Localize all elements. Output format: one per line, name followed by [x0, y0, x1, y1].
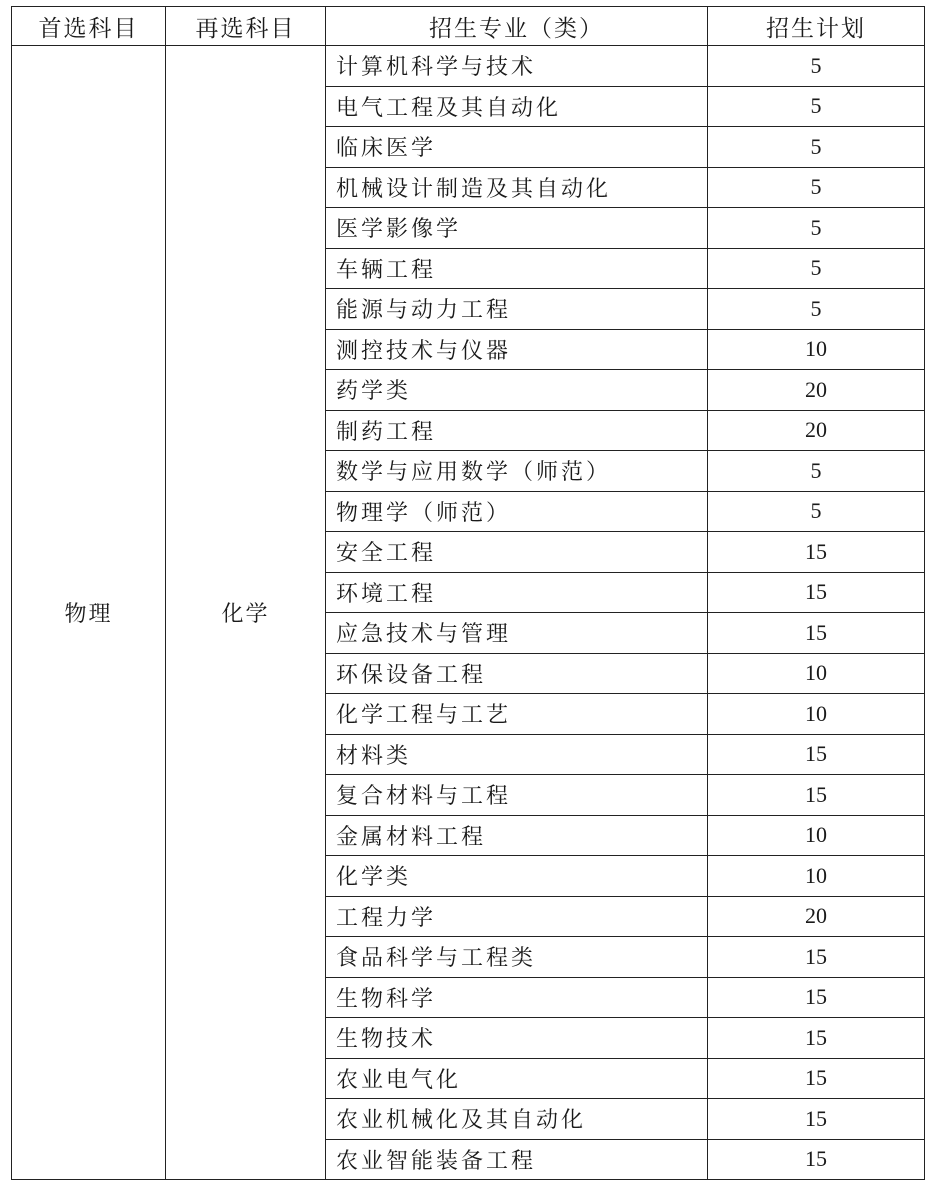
major-cell: 农业电气化	[326, 1058, 708, 1099]
major-cell: 化学类	[326, 856, 708, 897]
major-cell: 生物技术	[326, 1018, 708, 1059]
plan-cell: 20	[708, 410, 925, 451]
header-row	[12, 7, 925, 46]
major-cell: 测控技术与仪器	[326, 329, 708, 370]
plan-cell: 15	[708, 1139, 925, 1180]
major-cell: 物理学（师范）	[326, 491, 708, 532]
plan-cell: 5	[708, 289, 925, 330]
table-header	[12, 7, 925, 46]
major-cell: 环保设备工程	[326, 653, 708, 694]
plan-cell: 15	[708, 572, 925, 613]
plan-cell: 10	[708, 329, 925, 370]
plan-cell: 5	[708, 127, 925, 168]
enrollment-plan-table	[11, 6, 925, 1180]
major-cell: 安全工程	[326, 532, 708, 573]
major-cell: 应急技术与管理	[326, 613, 708, 654]
major-cell: 化学工程与工艺	[326, 694, 708, 735]
major-cell: 机械设计制造及其自动化	[326, 167, 708, 208]
major-cell: 环境工程	[326, 572, 708, 613]
header-primary-subject: 首选科目	[12, 7, 166, 46]
major-cell: 电气工程及其自动化	[326, 86, 708, 127]
plan-cell: 15	[708, 1058, 925, 1099]
major-cell: 农业机械化及其自动化	[326, 1099, 708, 1140]
plan-cell: 5	[708, 491, 925, 532]
major-cell: 农业智能装备工程	[326, 1139, 708, 1180]
plan-cell: 15	[708, 937, 925, 978]
major-cell: 车辆工程	[326, 248, 708, 289]
major-cell: 材料类	[326, 734, 708, 775]
major-cell: 工程力学	[326, 896, 708, 937]
plan-cell: 20	[708, 896, 925, 937]
header-secondary-subject: 再选科目	[166, 7, 326, 46]
secondary-subject-cell: 化学	[166, 46, 326, 1180]
major-cell: 食品科学与工程类	[326, 937, 708, 978]
plan-cell: 10	[708, 815, 925, 856]
major-cell: 药学类	[326, 370, 708, 411]
major-cell: 能源与动力工程	[326, 289, 708, 330]
header-major: 招生专业（类）	[326, 7, 708, 46]
plan-cell: 10	[708, 653, 925, 694]
major-cell: 制药工程	[326, 410, 708, 451]
major-cell: 医学影像学	[326, 208, 708, 249]
plan-cell: 15	[708, 613, 925, 654]
plan-cell: 15	[708, 734, 925, 775]
plan-cell: 10	[708, 694, 925, 735]
table-row	[12, 46, 925, 87]
plan-cell: 15	[708, 775, 925, 816]
major-cell: 数学与应用数学（师范）	[326, 451, 708, 492]
plan-cell: 15	[708, 1018, 925, 1059]
table-body	[12, 46, 925, 1180]
major-cell: 复合材料与工程	[326, 775, 708, 816]
major-cell: 临床医学	[326, 127, 708, 168]
plan-cell: 5	[708, 167, 925, 208]
plan-cell: 10	[708, 856, 925, 897]
major-cell: 计算机科学与技术	[326, 46, 708, 87]
primary-subject-cell: 物理	[12, 46, 166, 1180]
plan-cell: 15	[708, 1099, 925, 1140]
plan-cell: 20	[708, 370, 925, 411]
plan-cell: 15	[708, 977, 925, 1018]
plan-cell: 5	[708, 46, 925, 87]
plan-cell: 5	[708, 451, 925, 492]
major-cell: 生物科学	[326, 977, 708, 1018]
major-cell: 金属材料工程	[326, 815, 708, 856]
plan-cell: 5	[708, 248, 925, 289]
plan-cell: 15	[708, 532, 925, 573]
plan-cell: 5	[708, 86, 925, 127]
header-plan: 招生计划	[708, 7, 925, 46]
plan-cell: 5	[708, 208, 925, 249]
